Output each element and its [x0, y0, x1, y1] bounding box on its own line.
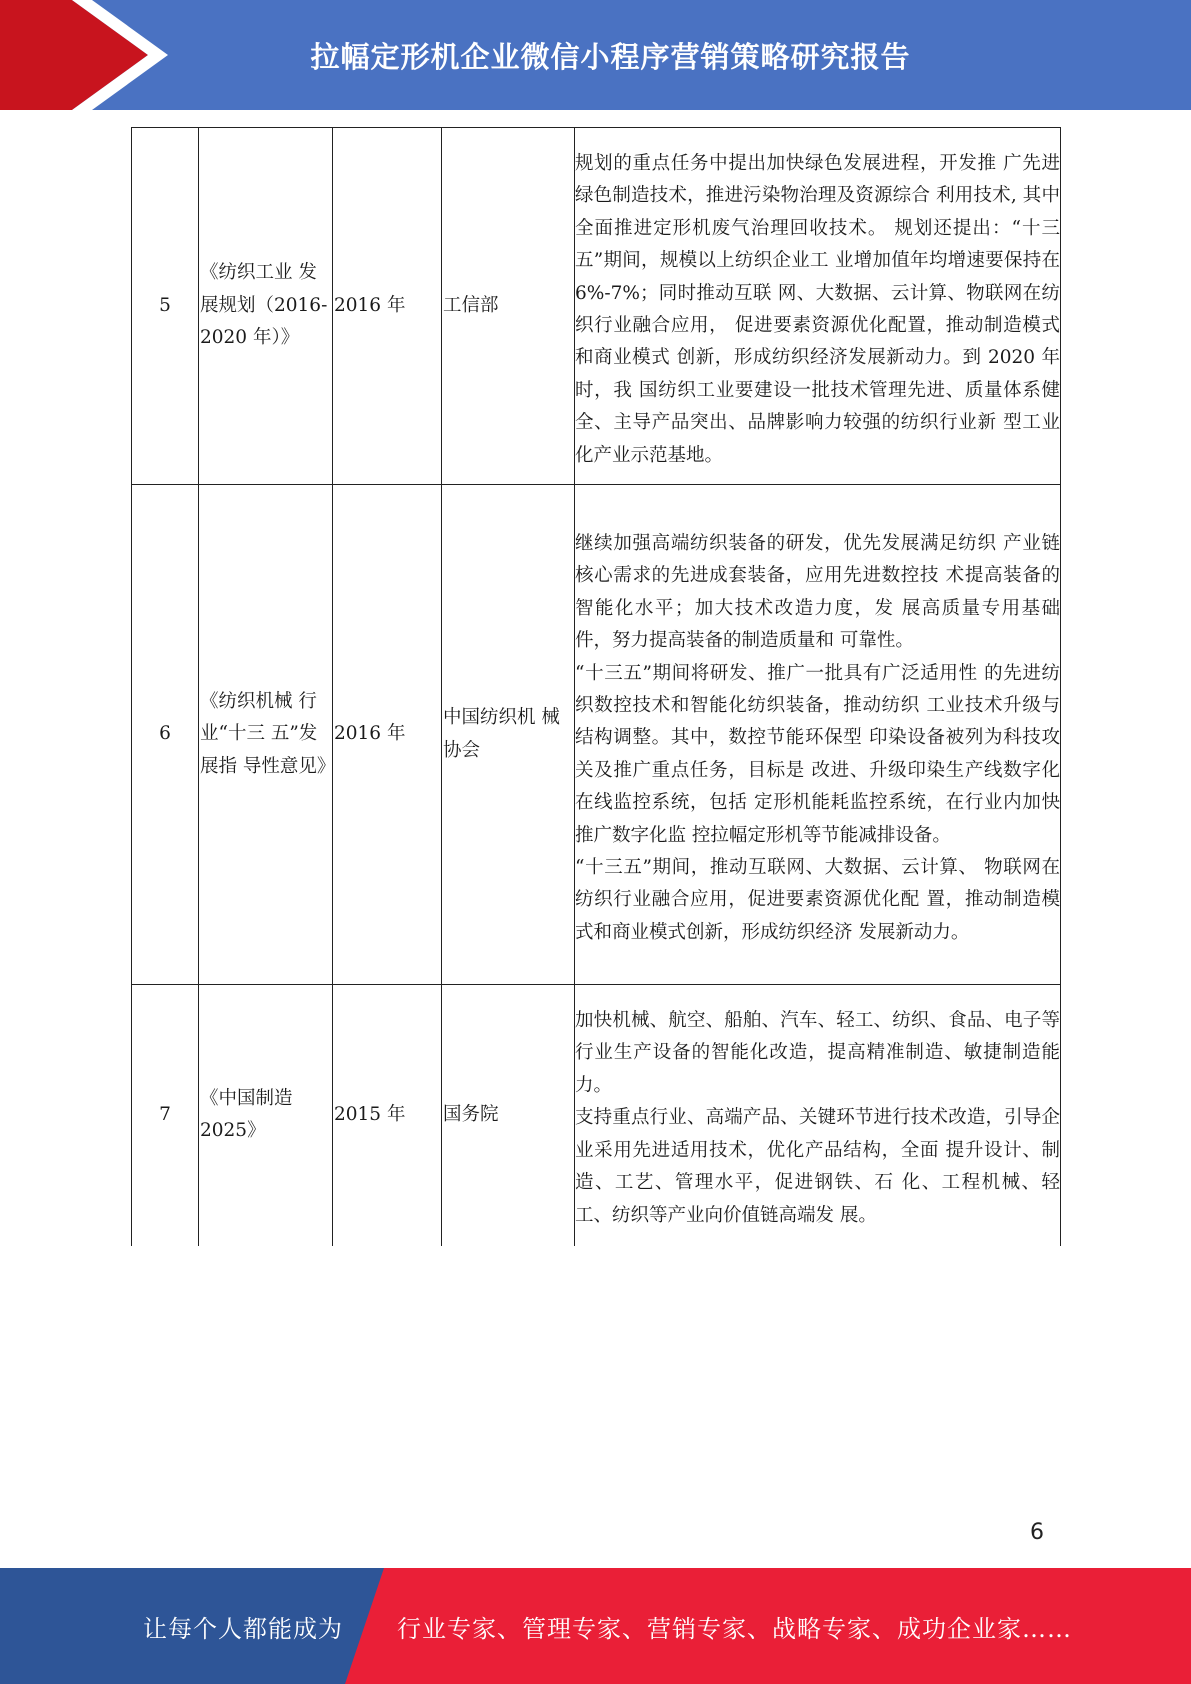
page-number: 6	[1030, 1520, 1044, 1545]
content-paragraph: 继续加强高端纺织装备的研发，优先发展满足纺织 产业链核心需求的先进成套装备，应用先进数控技 术提高装备的智能化水平；加大技术改造力度，发 展高质量专用基础件，努力提高装备的制造质量和 可靠性。	[575, 532, 1060, 652]
policy-title: 《纺织机械 行业“十三 五”发展指 导性意见》	[199, 485, 333, 985]
policy-content	[575, 128, 1061, 485]
table-row	[132, 128, 1061, 485]
page-footer	[0, 1568, 1191, 1684]
policy-table	[131, 127, 1060, 1246]
policy-title: 《纺织工业 发展规划（2016-2020 年）》	[199, 128, 333, 485]
policy-year: 2015 年	[333, 985, 442, 1246]
policy-title: 《中国制造 2025》	[199, 985, 333, 1246]
footer-slogan-right: 行业专家、管理专家、营销专家、战略专家、成功企业家……	[397, 1614, 1072, 1643]
footer-slogan-left: 让每个人都能成为	[143, 1614, 343, 1643]
content-paragraph: “十三五”期间，推动互联网、大数据、云计算、 物联网在纺织行业融合应用，促进要素资源优化配 置，推动制造模式和商业模式创新，形成纺织经济 发展新动力。	[575, 856, 1060, 943]
page-header	[0, 0, 1191, 110]
content-paragraph: 支持重点行业、高端产品、关键环节进行技术改造，引导企业采用先进适用技术，优化产品结构，全面 提升设计、制造、工艺、管理水平，促进钢铁、石 化、工程机械、轻工、纺织等产业向价值链高端发 展。	[575, 1107, 1060, 1226]
table-row	[132, 985, 1061, 1246]
content-paragraph: 规划的重点任务中提出加快绿色发展进程，开发推 广先进绿色制造技术，推进污染物治理及资源综合 利用技术, 其中全面推进定形机废气治理回收技术。 规划还提出：“十三五”期间，规模以上纺织企业工 业增加值年均增速要保持在 6%-7%；同时推动互联 网、大数据、云计算、物联网在纺织行业融合应用， 促进要素资源优化配置，推动制造模式和商业模式 创新，形成纺织经济发展新动力。到 2020 年时，我 国纺织工业要建设一批技术管理先进、质量体系健 全、主导产品突出、品牌影响力较强的纺织行业新 型工业化产业示范基地。	[575, 153, 1060, 466]
document-title: 拉幅定形机企业微信小程序营销策略研究报告	[310, 39, 911, 74]
policy-year: 2016 年	[333, 128, 442, 485]
policy-year: 2016 年	[333, 485, 442, 985]
policy-content	[575, 985, 1061, 1246]
issuing-department: 中国纺织机 械协会	[442, 485, 575, 985]
policy-content	[575, 485, 1061, 985]
content-paragraph: “十三五”期间将研发、推广一批具有广泛适用性 的先进纺织数控技术和智能化纺织装备，推动纺织 工业技术升级与结构调整。其中，数控节能环保型 印染设备被列为科技攻关及推广重点任务，目标是 改进、升级印染生产线数字化在线监控系统，包括 定形机能耗监控系统，在行业内加快推广数字化监 控拉幅定形机等节能减排设备。	[575, 662, 1060, 846]
row-number: 5	[132, 128, 199, 485]
row-number: 6	[132, 485, 199, 985]
content-paragraph: 加快机械、航空、船舶、汽车、轻工、纺织、食品、电子等行业生产设备的智能化改造，提高精准制造、敏捷制造能力。	[575, 1010, 1060, 1096]
issuing-department: 工信部	[442, 128, 575, 485]
row-number: 7	[132, 985, 199, 1246]
issuing-department: 国务院	[442, 985, 575, 1246]
table-row	[132, 485, 1061, 985]
